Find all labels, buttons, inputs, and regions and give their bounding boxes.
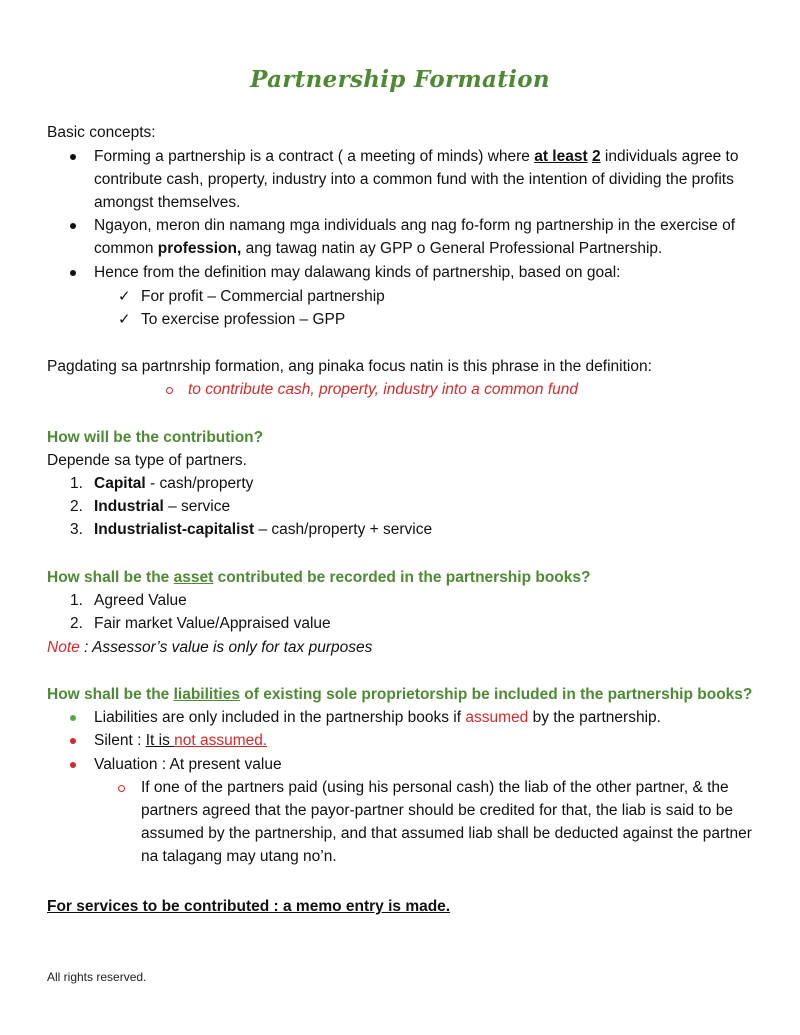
basic-bullet-1-line-1: Forming a partnership is a contract ( a meeting of minds) where at least 2 individuals agree to	[94, 148, 739, 165]
liabilities-bullet-2: Silent : It is not assumed.	[94, 732, 268, 749]
basic-bullet-3: Hence from the definition may dalawang kinds of partnership, based on goal:	[94, 264, 621, 281]
bullet-icon	[70, 223, 76, 229]
contribution-item-3: Industrialist-capitalist – cash/property + service	[94, 521, 433, 538]
checkmark-icon: ✓	[118, 287, 131, 305]
footer-copyright: All rights reserved.	[47, 970, 147, 984]
check-item-1: For profit – Commercial partnership	[141, 288, 385, 305]
checkmark-icon: ✓	[118, 310, 131, 328]
asset-item-2: Fair market Value/Appraised value	[94, 615, 331, 632]
liabilities-heading: How shall be the liabilities of existing sole proprietorship be included in the partnership books?	[47, 686, 753, 703]
list-number: 3.	[70, 521, 83, 538]
bullet-icon	[70, 154, 76, 160]
check-item-2: To exercise profession – GPP	[141, 311, 346, 328]
bullet-icon	[70, 738, 76, 744]
liabilities-bullet-3: Valuation : At present value	[94, 756, 282, 773]
asset-note: Note : Assessor’s value is only for tax purposes	[47, 639, 373, 656]
basic-concepts-heading: Basic concepts:	[47, 124, 156, 141]
basic-bullet-1-line-3: amongst themselves.	[94, 194, 241, 211]
circle-bullet-icon	[118, 785, 125, 792]
basic-bullet-1-line-2: contribute cash, property, industry into a common fund with the intention of dividing the profits	[94, 171, 734, 188]
asset-heading: How shall be the asset contributed be recorded in the partnership books?	[47, 569, 591, 586]
contribution-item-1: Capital - cash/property	[94, 475, 254, 492]
liabilities-sub-line-2: partners agreed that the payor-partner should be credited for that, the liab is said to be	[141, 802, 733, 819]
contribution-item-2: Industrial – service	[94, 498, 231, 515]
bullet-icon	[70, 762, 76, 768]
list-number: 1.	[70, 475, 83, 492]
circle-bullet-icon	[166, 387, 173, 394]
basic-bullet-2-line-2: common profession, ang tawag natin ay GPP o General Professional Partnership.	[94, 240, 663, 257]
asset-item-1: Agreed Value	[94, 592, 187, 609]
list-number: 1.	[70, 592, 83, 609]
list-number: 2.	[70, 615, 83, 632]
bullet-icon	[70, 715, 76, 721]
liabilities-sub-line-4: na talagang may utang no’n.	[141, 848, 337, 865]
services-statement: For services to be contributed : a memo entry is made.	[47, 898, 451, 915]
page-title: Partnership Formation	[250, 66, 550, 93]
liabilities-sub-line-1: If one of the partners paid (using his personal cash) the liab of the other partner, & the	[141, 779, 729, 796]
contribution-heading: How will be the contribution?	[47, 429, 264, 446]
liabilities-sub-line-3: assumed by the partnership, and that assumed liab shall be deducted against the partner	[141, 825, 752, 842]
basic-bullet-2-line-1: Ngayon, meron din namang mga individuals ang nag fo-form ng partnership in the exercise of	[94, 217, 736, 234]
liabilities-bullet-1: Liabilities are only included in the partnership books if assumed by the partnership.	[94, 709, 661, 726]
formation-phrase: to contribute cash, property, industry into a common fund	[188, 381, 578, 398]
contribution-sub: Depende sa type of partners.	[47, 452, 247, 469]
formation-intro: Pagdating sa partnrship formation, ang pinaka focus natin is this phrase in the definition:	[47, 358, 652, 375]
bullet-icon	[70, 270, 76, 276]
list-number: 2.	[70, 498, 83, 515]
